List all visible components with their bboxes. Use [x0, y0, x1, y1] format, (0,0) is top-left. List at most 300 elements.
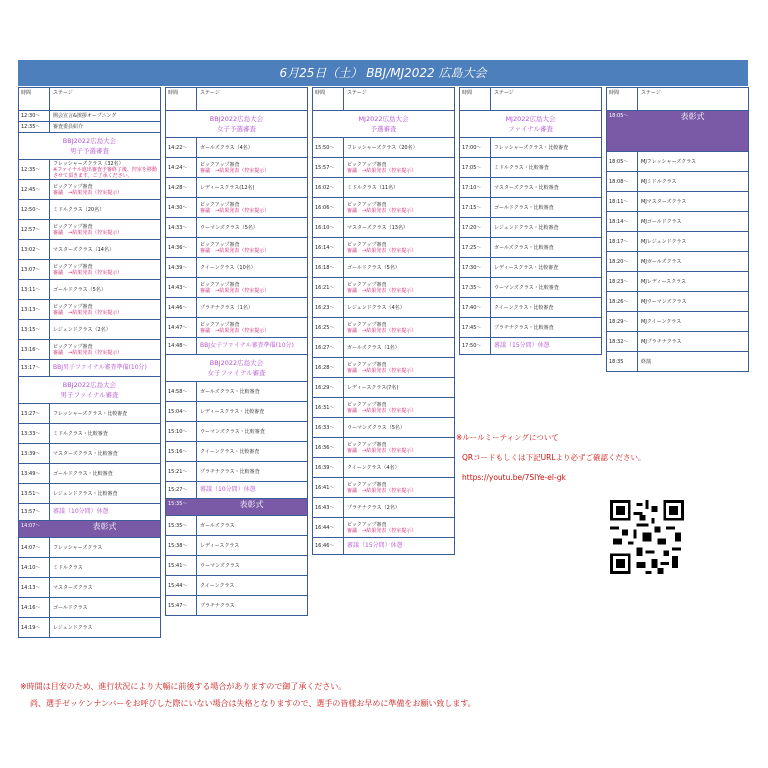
schedule-row	[607, 252, 748, 272]
schedule-row	[19, 280, 160, 300]
row-stage	[638, 159, 748, 165]
award-header	[166, 499, 307, 516]
row-stage	[50, 411, 160, 417]
row-stage	[344, 362, 454, 374]
row-stage	[50, 224, 160, 236]
row-stage	[50, 264, 160, 276]
schedule-row	[460, 138, 601, 158]
row-stage-main: マスターズクラス・比較審査	[494, 184, 559, 191]
row-stage	[50, 247, 160, 253]
row-stage-note: 審議 →結果発表（控室提示）	[347, 327, 417, 334]
row-stage	[344, 465, 454, 471]
schedule-row	[313, 258, 454, 278]
break-row	[19, 504, 160, 521]
row-stage-main: プラチナクラス	[200, 602, 235, 609]
row-time: 14:24～	[166, 158, 197, 177]
schedule-row	[19, 618, 160, 638]
row-stage	[344, 305, 454, 311]
schedule-row	[19, 122, 160, 133]
row-time: 16:25～	[313, 318, 344, 337]
row-stage	[344, 385, 454, 391]
row-time: 15:44～	[166, 576, 197, 595]
row-time: 13:39～	[19, 444, 50, 463]
row-stage-main: ゴールドクラス	[53, 604, 88, 611]
row-stage-main: ピックアップ審査	[53, 343, 93, 350]
row-stage	[50, 451, 160, 457]
schedule-row	[313, 458, 454, 478]
schedule-row	[313, 378, 454, 398]
schedule-row	[166, 556, 307, 576]
row-time: 16:10～	[313, 218, 344, 237]
row-stage	[638, 339, 748, 345]
schedule-row	[166, 198, 307, 218]
notes-heading: ※ルールミーティングについて	[456, 433, 559, 442]
page-title: 6月25日（土） BBJ/MJ2022 広島大会	[18, 60, 748, 86]
schedule-row	[313, 318, 454, 338]
row-stage-note: 審議 →結果発表（控室提示）	[200, 247, 270, 254]
break-label: BBJ女子ファイナル審査準備(10分)	[200, 342, 294, 349]
row-stage-main: プラチナクラス（2名）	[347, 504, 400, 511]
row-stage-note: ※ファイナル進出審査予審終了後、控室を移動させて頂きます。ご了承ください。	[53, 166, 157, 179]
schedule-row	[460, 258, 601, 278]
row-stage-main: レディースクラス(7名)	[347, 384, 399, 391]
row-stage	[344, 242, 454, 254]
row-stage	[50, 585, 160, 591]
row-stage-main: ピックアップ審査	[347, 201, 387, 208]
row-stage	[197, 242, 307, 254]
row-stage-note: 審議 →結果発表（控室提示）	[347, 287, 417, 294]
row-stage-note: 審議 →結果発表（控室提示）	[347, 487, 417, 494]
row-time: 18:26～	[607, 292, 638, 311]
row-time: 17:25～	[460, 238, 491, 257]
row-stage	[344, 442, 454, 454]
row-time: 14:39～	[166, 258, 197, 277]
row-time: 15:35～	[166, 516, 197, 535]
schedule-row	[313, 178, 454, 198]
row-time: 13:11～	[19, 280, 50, 299]
column-header	[166, 88, 307, 111]
row-stage	[491, 165, 601, 171]
row-stage	[638, 199, 748, 205]
row-time: 14:07～	[19, 538, 50, 557]
row-time: 17:00～	[460, 138, 491, 157]
section-subtitle: 女子ファイナル審査	[207, 369, 266, 377]
break-label: 審議（15分間）休憩	[347, 542, 403, 549]
section-title: MJ2022広島大会	[505, 115, 556, 123]
schedule-row	[607, 152, 748, 172]
row-stage	[638, 359, 748, 365]
break-label: 審議（10分間）休憩	[200, 486, 256, 493]
row-stage-main: ピックアップ審査	[347, 401, 387, 408]
notes-url-link[interactable]: https://youtu.be/7SIYe-el-gk	[462, 473, 566, 482]
schedule-row	[313, 198, 454, 218]
schedule-row	[19, 180, 160, 200]
row-stage	[638, 179, 748, 185]
row-stage	[197, 583, 307, 589]
row-stage-main: ピックアップ審査	[347, 321, 387, 328]
row-time: 13:02～	[19, 240, 50, 259]
row-stage	[491, 225, 601, 231]
schedule-row	[166, 596, 307, 616]
award-title: 表彰式	[680, 112, 705, 121]
row-stage-main: ピックアップ審査	[200, 241, 240, 248]
row-stage	[197, 409, 307, 415]
header-time: 時間	[166, 88, 197, 110]
section-title: BBJ2022広島大会	[62, 381, 117, 389]
row-time: 12:50～	[19, 200, 50, 219]
row-time: 16:33～	[313, 418, 344, 437]
row-stage	[491, 245, 601, 251]
row-stage-main: マスターズクラス	[53, 584, 93, 591]
row-stage-main: マスターズクラス（14名）	[53, 246, 114, 253]
row-stage-note: 審議 →結果発表（控室提示）	[347, 207, 417, 214]
schedule-row	[607, 232, 748, 252]
schedule-row	[166, 516, 307, 536]
award-title: 表彰式	[239, 500, 264, 509]
row-time: 17:15～	[460, 198, 491, 217]
row-stage-main: MJガールズクラス	[641, 258, 682, 265]
row-time: 12:35～	[19, 160, 50, 179]
schedule-row	[19, 464, 160, 484]
schedule-row	[313, 218, 454, 238]
row-stage-main: レディースクラス(12名)	[200, 184, 255, 191]
row-stage	[197, 469, 307, 475]
section-title: BBJ2022広島大会	[209, 359, 264, 367]
row-stage-main: プラチナクラス（1名）	[200, 304, 253, 311]
row-time: 14:33～	[166, 218, 197, 237]
schedule-row	[19, 220, 160, 240]
row-time: 18:14～	[607, 212, 638, 231]
row-stage	[197, 523, 307, 529]
schedule-row	[166, 138, 307, 158]
row-stage	[50, 113, 160, 119]
row-time: 18:05～	[607, 152, 638, 171]
row-stage-note: 審議 →結果発表（控室提示）	[347, 447, 417, 454]
row-stage-main: レディースクラス・比較審査	[200, 408, 265, 415]
row-stage-main: ピックアップ審査	[53, 183, 93, 190]
row-stage	[197, 185, 307, 191]
schedule-row	[166, 462, 307, 482]
row-stage	[638, 279, 748, 285]
row-stage-main: レジェンドクラス・比較審査	[53, 490, 118, 497]
schedule-row	[607, 272, 748, 292]
row-stage	[50, 471, 160, 477]
row-stage	[50, 124, 160, 130]
row-stage-main: フレッシャーズクラス（32名）	[53, 160, 124, 167]
qr-code-icon	[610, 500, 684, 574]
row-stage	[197, 389, 307, 395]
row-stage	[344, 482, 454, 494]
row-time: 14:58～	[166, 382, 197, 401]
row-stage	[344, 185, 454, 191]
row-time: 14:19～	[19, 618, 50, 637]
section-heading	[460, 111, 601, 138]
row-time: 14:46～	[166, 298, 197, 317]
row-time: 14:47～	[166, 318, 197, 337]
row-stage	[344, 265, 454, 271]
row-stage-main: フレッシャーズクラス（20名）	[347, 144, 418, 151]
row-stage	[197, 145, 307, 151]
section-subtitle: ファイナル審査	[507, 125, 554, 133]
row-stage	[50, 207, 160, 213]
row-stage-main: ピックアップ審査	[347, 521, 387, 528]
row-time: 16:27～	[313, 338, 344, 357]
row-stage-note: 審議 →結果発表（控室提示）	[347, 527, 417, 534]
row-stage-main: ピックアップ審査	[53, 263, 93, 270]
schedule-row	[313, 238, 454, 258]
row-stage-main: MJレディースクラス	[641, 278, 686, 285]
row-stage-main: ウーマンズクラス	[200, 562, 240, 569]
row-stage-main: クイーンクラス・比較審査	[200, 448, 260, 455]
row-stage-main: ガールズクラス・比較審査	[200, 388, 260, 395]
row-time: 13:51～	[19, 484, 50, 503]
row-time: 17:50～	[460, 338, 491, 354]
row-time: 13:33～	[19, 424, 50, 443]
row-time: 16:39～	[313, 458, 344, 477]
row-stage	[50, 161, 160, 179]
break-label: BBJ男子ファイナル審査準備(10分)	[53, 364, 147, 371]
row-time: 13:57～	[19, 504, 50, 520]
schedule-row	[19, 578, 160, 598]
schedule-row	[19, 444, 160, 464]
row-time: 18:35	[607, 352, 638, 371]
column-header	[19, 88, 160, 111]
schedule-row	[313, 498, 454, 518]
row-stage-note: 審議 →結果発表（控室提示）	[53, 189, 123, 196]
row-time: 15:21～	[166, 462, 197, 481]
row-stage	[491, 205, 601, 211]
row-stage-main: ピックアップ審査	[200, 201, 240, 208]
row-time: 15:16～	[166, 442, 197, 461]
row-stage	[197, 322, 307, 334]
row-stage-main: ゴールドクラス（5名）	[347, 264, 400, 271]
schedule-row	[460, 158, 601, 178]
row-time: 14:48～	[166, 338, 197, 354]
row-stage-main: マスターズクラス・比較審査	[53, 450, 118, 457]
row-stage-note: 審議 →結果発表（控室提示）	[53, 269, 123, 276]
row-stage-main: プラチナクラス・比較審査	[200, 468, 260, 475]
row-time: 17:40～	[460, 298, 491, 317]
section-subtitle: 男子予選審査	[70, 147, 109, 155]
row-time: 14:16～	[19, 598, 50, 617]
schedule-row	[607, 352, 748, 372]
section-title: BBJ2022広島大会	[209, 115, 264, 123]
row-time: 14:22～	[166, 138, 197, 157]
row-stage	[638, 239, 748, 245]
schedule-row	[607, 212, 748, 232]
award-title: 表彰式	[92, 522, 117, 531]
row-time: 14:28～	[166, 178, 197, 197]
schedule-row	[166, 422, 307, 442]
row-time: 18:20～	[607, 252, 638, 271]
row-stage-main: ピックアップ審査	[347, 281, 387, 288]
column-header	[607, 88, 748, 111]
break-label: 審議（10分間）休憩	[53, 508, 109, 515]
row-stage-main: ピックアップ審査	[53, 223, 93, 230]
row-stage-main: MJプラチナクラス	[641, 338, 682, 345]
schedule-row	[313, 278, 454, 298]
row-time: 16:46～	[313, 538, 344, 554]
row-stage-main: マスターズクラス（13名）	[347, 224, 408, 231]
row-stage-main: MJクイーンクラス	[641, 318, 682, 325]
row-stage-note: 審議 →結果発表（控室提示）	[347, 167, 417, 174]
schedule-row	[313, 478, 454, 498]
break-row	[19, 360, 160, 377]
row-stage-note: 審議 →結果発表（控室提示）	[200, 207, 270, 214]
section-title: BBJ2022広島大会	[62, 137, 117, 145]
row-time: 16:41～	[313, 478, 344, 497]
row-stage	[344, 402, 454, 414]
schedule-row	[19, 484, 160, 504]
schedule-row	[166, 258, 307, 278]
row-stage-note: 審議 →結果発表（控室提示）	[200, 167, 270, 174]
row-stage-main: クイーンクラス（4名）	[347, 464, 400, 471]
section-heading	[19, 377, 160, 404]
row-stage	[50, 304, 160, 316]
row-stage-main: レジェンドクラス（4名）	[347, 304, 405, 311]
row-stage	[50, 545, 160, 551]
row-time: 12:57～	[19, 220, 50, 239]
row-stage	[344, 505, 454, 511]
row-stage-note: 審議 →結果発表（控室提示）	[53, 309, 123, 316]
row-time: 16:36～	[313, 438, 344, 457]
schedule-row	[19, 558, 160, 578]
award-time: 15:35～	[168, 501, 188, 507]
schedule-row	[607, 192, 748, 212]
row-stage-main: MJゴールドクラス	[641, 218, 682, 225]
row-time: 17:35～	[460, 278, 491, 297]
row-stage	[50, 431, 160, 437]
row-time: 13:27～	[19, 404, 50, 423]
row-stage-main: 審査委員紹介	[53, 124, 84, 130]
row-time: 18:32～	[607, 332, 638, 351]
row-stage-main: ピックアップ審査	[347, 481, 387, 488]
row-stage	[638, 219, 748, 225]
row-time: 14:10～	[19, 558, 50, 577]
row-stage-main: ミドルクラス（20名）	[53, 206, 105, 213]
break-row	[460, 338, 601, 355]
row-stage-main: ウーマンズクラス（5名）	[347, 424, 405, 431]
row-time: 15:38～	[166, 536, 197, 555]
header-time: 時間	[607, 88, 638, 110]
schedule-row	[607, 312, 748, 332]
row-stage	[491, 305, 601, 311]
row-time: 15:50～	[313, 138, 344, 157]
row-time: 15:57～	[313, 158, 344, 177]
schedule-row	[166, 218, 307, 238]
row-stage-main: ピックアップ審査	[347, 441, 387, 448]
row-stage-main: クイーンクラス（10名）	[200, 264, 256, 271]
schedule-row	[166, 442, 307, 462]
schedule-row	[313, 358, 454, 378]
row-stage-main: レジェンドクラス	[53, 624, 93, 631]
row-stage	[491, 185, 601, 191]
row-time: 18:23～	[607, 272, 638, 291]
row-stage	[50, 184, 160, 196]
row-time: 18:29～	[607, 312, 638, 331]
schedule-row	[460, 218, 601, 238]
schedule-column-mj-awards	[606, 87, 749, 372]
row-time: 16:31～	[313, 398, 344, 417]
row-stage-main: レディースクラス	[200, 542, 240, 549]
row-stage-main: ピックアップ審査	[347, 241, 387, 248]
row-stage-main: MJミドルクラス	[641, 178, 677, 185]
column-header	[313, 88, 454, 111]
row-stage	[50, 605, 160, 611]
header-stage: ステージ	[494, 90, 514, 96]
row-stage	[50, 344, 160, 356]
row-stage-main: MJレジェンドクラス	[641, 238, 687, 245]
row-time: 13:07～	[19, 260, 50, 279]
schedule-row	[166, 158, 307, 178]
row-time: 16:23～	[313, 298, 344, 317]
row-stage	[50, 287, 160, 293]
row-time: 13:17～	[19, 360, 50, 376]
row-time: 15:41～	[166, 556, 197, 575]
row-stage	[638, 319, 748, 325]
row-stage-main: ゴールドクラス・比較審査	[494, 204, 554, 211]
row-stage	[344, 225, 454, 231]
row-stage-main: MJマスターズクラス	[641, 198, 687, 205]
schedule-row	[460, 238, 601, 258]
section-heading	[166, 355, 307, 382]
row-stage-note: 審議 →結果発表（控室提示）	[347, 247, 417, 254]
row-stage-note: 審議 →結果発表（控室提示）	[200, 287, 270, 294]
row-stage-main: ゴールドクラス・比較審査	[53, 470, 113, 477]
row-time: 14:43～	[166, 278, 197, 297]
header-time: 時間	[19, 88, 50, 110]
row-time: 14:36～	[166, 238, 197, 257]
row-stage-main: クイーンクラス	[200, 582, 235, 589]
schedule-column-bbj-men	[18, 87, 161, 638]
row-stage-main: レジェンドクラス（2名）	[53, 326, 111, 333]
row-stage-main: ピックアップ審査	[200, 321, 240, 328]
row-stage-main: ウーマンズクラス・比較審査	[494, 284, 559, 291]
row-stage	[344, 202, 454, 214]
row-time: 16:43～	[313, 498, 344, 517]
row-stage	[50, 491, 160, 497]
row-stage-main: ガールズクラス・比較審査	[494, 244, 554, 251]
row-stage-main: フレッシャーズクラス	[53, 544, 103, 551]
row-time: 18:11～	[607, 192, 638, 211]
schedule-row	[607, 332, 748, 352]
schedule-row	[313, 438, 454, 458]
schedule-row	[19, 424, 160, 444]
row-stage-main: レジェンドクラス・比較審査	[494, 224, 559, 231]
row-stage	[344, 522, 454, 534]
row-stage-note: 審議 →結果発表（控室提示）	[200, 327, 270, 334]
row-time: 13:15～	[19, 320, 50, 339]
row-stage-note: 審議 →結果発表（控室提示）	[347, 407, 417, 414]
row-stage-main: レディースクラス・比較審査	[494, 264, 559, 271]
schedule-column-mj-final	[459, 87, 602, 355]
row-time: 16:14～	[313, 238, 344, 257]
row-time: 18:08～	[607, 172, 638, 191]
break-row	[166, 338, 307, 355]
row-time: 15:04～	[166, 402, 197, 421]
row-stage	[50, 625, 160, 631]
award-time: 18:05～	[609, 113, 629, 119]
schedule-row	[460, 298, 601, 318]
schedule-row	[19, 240, 160, 260]
row-stage	[491, 265, 601, 271]
section-heading	[313, 111, 454, 138]
row-stage	[491, 285, 601, 291]
row-stage-main: ミドルクラス・比較審査	[494, 164, 549, 171]
row-stage-main: ピックアップ審査	[200, 281, 240, 288]
schedule-row	[166, 298, 307, 318]
header-stage: ステージ	[200, 90, 220, 96]
